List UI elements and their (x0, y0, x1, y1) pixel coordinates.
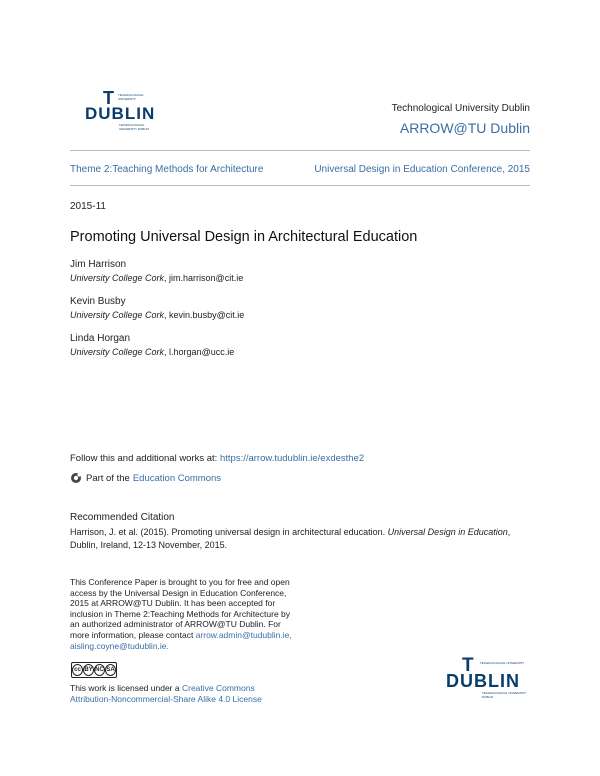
citation-heading: Recommended Citation (70, 512, 175, 523)
institution-name: Technological University Dublin (391, 103, 530, 114)
part-of-line (70, 472, 221, 484)
tu-dublin-logo[interactable] (85, 88, 165, 134)
citation-text (70, 526, 530, 552)
breadcrumb-theme[interactable]: Theme 2:Teaching Methods for Architecture (70, 164, 264, 175)
logo-tiny-text-top: TECHNOLOGICAL UNIVERSITY (480, 661, 525, 665)
affiliation-institution: University College Cork (70, 347, 165, 357)
collection-url-link[interactable]: https://arrow.tudublin.ie/exdesthe2 (219, 453, 365, 464)
access-notice (70, 577, 300, 651)
logo-tiny-text-top: TECHNOLOGICAL UNIVERSITY (118, 93, 144, 101)
nc-icon: NC (94, 664, 105, 676)
cc-icon: cc (72, 664, 83, 676)
contact-email-link[interactable]: aisling.coyne@tudublin.ie. (70, 640, 169, 651)
author-affiliation: University College Cork, jim.harrison@cit.ie (70, 273, 244, 283)
paper-title: Promoting Universal Design in Architectural Education (70, 229, 418, 245)
education-commons-link[interactable]: Education Commons (132, 472, 222, 484)
cc-license-badge[interactable] (71, 662, 117, 678)
network-icon (70, 472, 82, 484)
logo-t-letter: T (462, 655, 474, 676)
sa-icon: SA (105, 664, 116, 676)
header-divider (70, 150, 530, 151)
author-name: Kevin Busby (70, 296, 126, 307)
author-name: Linda Horgan (70, 333, 131, 344)
logo-word: DUBLIN (446, 671, 520, 691)
repository-link[interactable]: ARROW@TU Dublin (399, 120, 530, 136)
license-prefix: This work is licensed under a (70, 683, 182, 693)
part-of-prefix: Part of the (86, 472, 130, 484)
breadcrumb-conference[interactable]: Universal Design in Education Conference, 2015 (314, 164, 530, 175)
author-email: kevin.busby@cit.ie (169, 310, 245, 320)
affiliation-institution: University College Cork (70, 273, 165, 283)
logo-tiny-text-bottom: TECHNOLOGICAL UNIVERSITY DUBLIN (482, 691, 527, 699)
citation-suffix: , Dublin, Ireland, 12-13 November, 2015. (70, 527, 511, 550)
license-text (70, 683, 350, 704)
author-affiliation: University College Cork, l.horgan@ucc.ie (70, 347, 235, 357)
notice-body: This Conference Paper is brought to you for free and open access by the Universal Design in Education Conference, 2015 at ARROW@TU Dublin. It has been accepted for inclusion in Theme 2:Teaching Methods for Architecture by an authorized administrator of ARROW@TU Dublin. For more information, please contact (70, 577, 291, 640)
author-email: jim.harrison@cit.ie (169, 273, 244, 283)
citation-venue: Universal Design in Education (387, 527, 508, 537)
by-icon: BY (83, 664, 94, 676)
breadcrumb-divider (70, 185, 530, 186)
author-email: l.horgan@ucc.ie (169, 347, 235, 357)
publication-date: 2015-11 (70, 201, 106, 212)
logo-word: DUBLIN (85, 104, 156, 123)
citation-prefix: Harrison, J. et al. (2015). Promoting universal design in architectural education. (70, 527, 388, 537)
affiliation-institution: University College Cork (70, 310, 165, 320)
author-affiliation: University College Cork, kevin.busby@cit.ie (70, 310, 245, 320)
author-name: Jim Harrison (70, 259, 127, 270)
license-link-continued[interactable]: Attribution-Noncommercial-Share Alike 4.0 License (70, 693, 262, 704)
contact-email-link[interactable]: arrow.admin@tudublin.ie, (195, 629, 292, 640)
license-link[interactable]: Creative Commons (181, 683, 255, 693)
tu-dublin-logo-footer[interactable] (446, 655, 530, 703)
logo-t-letter: T (103, 88, 114, 108)
follow-line (70, 453, 364, 464)
follow-text: Follow this and additional works at: (70, 453, 220, 464)
logo-tiny-text-bottom: TECHNOLOGICAL UNIVERSITY DUBLIN (119, 123, 149, 131)
